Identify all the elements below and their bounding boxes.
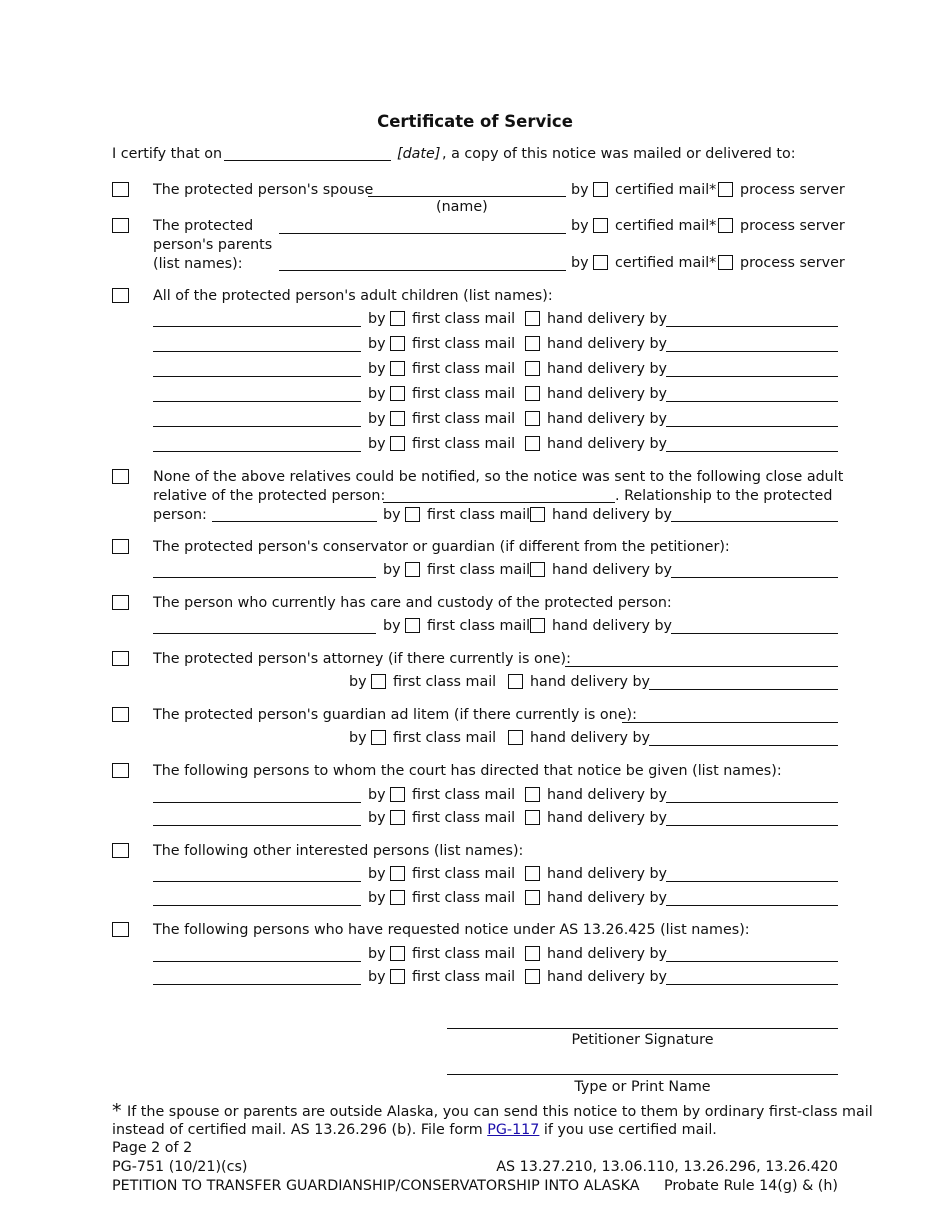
parents-checkbox[interactable] [112,218,129,233]
process-server-label: process server [740,255,845,271]
adult-child-name-field[interactable] [153,426,361,427]
probate-rule: Probate Rule 14(g) & (h) [663,1178,838,1194]
attorney-checkbox[interactable] [112,651,129,666]
parents-label-line3: (list names): [153,256,243,272]
form-id: PG-751 (10/21)(cs) [112,1159,248,1175]
hand-delivery-by-field[interactable] [666,451,838,452]
certified-mail-label: certified mail* [615,182,717,198]
hand-delivery-by-field[interactable] [649,745,838,746]
parents-label-line1: The protected [153,218,254,234]
form-title: PETITION TO TRANSFER GUARDIANSHIP/CONSERVATORSHIP INTO ALASKA [112,1178,640,1194]
by-label: by [368,787,386,803]
hand-delivery-checkbox[interactable] [525,946,540,961]
petitioner-signature-field[interactable] [447,1028,838,1029]
adult-child-name-field[interactable] [153,376,361,377]
first-class-mail-checkbox[interactable] [390,361,405,376]
parent-2-process-server-checkbox[interactable] [718,255,733,270]
hand-delivery-by-field[interactable] [666,426,838,427]
spouse-name-caption: (name) [436,199,488,215]
hand-delivery-checkbox[interactable] [525,866,540,881]
certify-prefix: I certify that on [112,146,223,162]
first-class-mail-label: first class mail [412,436,516,452]
by-label: by [571,218,589,234]
gal-name-field[interactable] [622,722,838,723]
hand-delivery-label: hand delivery by [552,507,672,523]
hand-delivery-by-field[interactable] [666,905,838,906]
first-class-mail-checkbox[interactable] [390,866,405,881]
first-class-mail-checkbox[interactable] [390,336,405,351]
first-class-mail-label: first class mail [393,730,497,746]
first-class-mail-label: first class mail [412,946,516,962]
first-class-mail-checkbox[interactable] [390,969,405,984]
date-hint: [date] [397,146,441,162]
person-name-field[interactable] [153,881,361,882]
parent-1-name-field[interactable] [279,233,566,234]
hand-delivery-checkbox[interactable] [525,436,540,451]
spouse-name-field[interactable] [368,196,566,197]
by-label: by [368,946,386,962]
by-label: by [368,810,386,826]
attorney-name-field[interactable] [565,666,838,667]
first-class-mail-checkbox[interactable] [405,562,420,577]
by-label: by [349,674,367,690]
first-class-mail-label: first class mail [412,336,516,352]
conservator-name-field[interactable] [153,577,376,578]
hand-delivery-label: hand delivery by [547,946,667,962]
person-name-field[interactable] [153,984,361,985]
by-label: by [368,969,386,985]
hand-delivery-checkbox[interactable] [525,386,540,401]
page-number: Page 2 of 2 [112,1140,193,1156]
date-field[interactable] [224,160,391,161]
court-directed-checkbox[interactable] [112,763,129,778]
hand-delivery-by-field[interactable] [671,633,838,634]
adult-child-name-field[interactable] [153,326,361,327]
footnote-line2b: if you use certified mail. [539,1122,717,1138]
footnote-asterisk: * [112,1100,122,1122]
footnote-line1: If the spouse or parents are outside Alaska, you can send this notice to them by ordinary first-class mail [127,1104,873,1120]
by-label: by [368,890,386,906]
conservator-label: The protected person's conservator or guardian (if different from the petitioner): [153,539,730,555]
custodian-checkbox[interactable] [112,595,129,610]
hand-delivery-label: hand delivery by [547,386,667,402]
hand-delivery-label: hand delivery by [547,436,667,452]
hand-delivery-checkbox[interactable] [525,810,540,825]
first-class-mail-label: first class mail [393,674,497,690]
print-name-field[interactable] [447,1074,838,1075]
hand-delivery-label: hand delivery by [530,674,650,690]
first-class-mail-checkbox[interactable] [390,787,405,802]
by-label: by [368,336,386,352]
spouse-label: The protected person's spouse [153,182,374,198]
first-class-mail-label: first class mail [427,507,531,523]
hand-delivery-by-field[interactable] [666,376,838,377]
footnote-line2 [112,1122,717,1139]
hand-delivery-checkbox[interactable] [525,411,540,426]
hand-delivery-checkbox[interactable] [525,969,540,984]
hand-delivery-by-field[interactable] [666,881,838,882]
first-class-mail-label: first class mail [427,562,531,578]
first-class-mail-label: first class mail [412,787,516,803]
hand-delivery-label: hand delivery by [547,787,667,803]
person-name-field[interactable] [153,825,361,826]
gal-label: The protected person's guardian ad litem (if there currently is one): [153,707,637,723]
process-server-label: process server [740,218,845,234]
hand-delivery-label: hand delivery by [547,890,667,906]
hand-delivery-by-field[interactable] [666,984,838,985]
print-name-label: Type or Print Name [574,1079,711,1095]
first-class-mail-label: first class mail [412,386,516,402]
process-server-label: process server [740,182,845,198]
relationship-field[interactable] [212,521,377,522]
hand-delivery-label: hand delivery by [547,311,667,327]
requested-notice-label: The following persons who have requested notice under AS 13.26.425 (list names): [153,922,750,938]
close-relative-line1: None of the above relatives could be notified, so the notice was sent to the following close adult [153,469,844,485]
by-label: by [571,182,589,198]
first-class-mail-label: first class mail [412,311,516,327]
first-class-mail-checkbox[interactable] [371,730,386,745]
custodian-label: The person who currently has care and custody of the protected person: [153,595,672,611]
hand-delivery-checkbox[interactable] [530,618,545,633]
interested-label: The following other interested persons (list names): [153,843,524,859]
close-relative-checkbox[interactable] [112,469,129,484]
gal-checkbox[interactable] [112,707,129,722]
certify-suffix: , a copy of this notice was mailed or delivered to: [442,146,796,162]
hand-delivery-by-field[interactable] [649,689,838,690]
interested-checkbox[interactable] [112,843,129,858]
hand-delivery-checkbox[interactable] [508,674,523,689]
by-label: by [368,361,386,377]
hand-delivery-checkbox[interactable] [530,507,545,522]
hand-delivery-by-field[interactable] [666,825,838,826]
first-class-mail-checkbox[interactable] [390,411,405,426]
by-label: by [383,618,401,634]
adult-children-label: All of the protected person's adult children (list names): [153,288,553,304]
hand-delivery-label: hand delivery by [547,969,667,985]
by-label: by [571,255,589,271]
adult-child-name-field[interactable] [153,351,361,352]
hand-delivery-by-field[interactable] [671,521,838,522]
adult-child-name-field[interactable] [153,401,361,402]
spouse-checkbox[interactable] [112,182,129,197]
first-class-mail-checkbox[interactable] [371,674,386,689]
pg-117-link[interactable]: PG-117 [487,1122,540,1138]
hand-delivery-by-field[interactable] [666,802,838,803]
spouse-certified-mail-checkbox[interactable] [593,182,608,197]
first-class-mail-checkbox[interactable] [390,890,405,905]
first-class-mail-label: first class mail [412,361,516,377]
hand-delivery-checkbox[interactable] [508,730,523,745]
first-class-mail-label: first class mail [412,411,516,427]
first-class-mail-checkbox[interactable] [390,311,405,326]
first-class-mail-label: first class mail [427,618,531,634]
by-label: by [383,507,401,523]
close-relative-line3: person: [153,507,207,523]
by-label: by [383,562,401,578]
by-label: by [368,386,386,402]
hand-delivery-checkbox[interactable] [525,311,540,326]
by-label: by [368,866,386,882]
hand-delivery-checkbox[interactable] [530,562,545,577]
hand-delivery-by-field[interactable] [666,326,838,327]
hand-delivery-label: hand delivery by [547,361,667,377]
close-relative-name-field[interactable] [383,502,615,503]
close-relative-line2a: relative of the protected person: [153,488,386,504]
first-class-mail-checkbox[interactable] [390,810,405,825]
hand-delivery-label: hand delivery by [547,866,667,882]
hand-delivery-label: hand delivery by [547,810,667,826]
spouse-process-server-checkbox[interactable] [718,182,733,197]
certified-mail-label: certified mail* [615,218,717,234]
hand-delivery-label: hand delivery by [552,562,672,578]
statutes: AS 13.27.210, 13.06.110, 13.26.296, 13.26.420 [496,1159,838,1175]
by-label: by [349,730,367,746]
person-name-field[interactable] [153,905,361,906]
first-class-mail-checkbox[interactable] [405,618,420,633]
hand-delivery-checkbox[interactable] [525,890,540,905]
parent-2-certified-mail-checkbox[interactable] [593,255,608,270]
petitioner-signature-label: Petitioner Signature [571,1032,714,1048]
conservator-checkbox[interactable] [112,539,129,554]
hand-delivery-by-field[interactable] [666,351,838,352]
hand-delivery-by-field[interactable] [666,401,838,402]
custodian-name-field[interactable] [153,633,376,634]
person-name-field[interactable] [153,802,361,803]
parent-1-certified-mail-checkbox[interactable] [593,218,608,233]
first-class-mail-checkbox[interactable] [390,436,405,451]
by-label: by [368,311,386,327]
certified-mail-label: certified mail* [615,255,717,271]
parent-1-process-server-checkbox[interactable] [718,218,733,233]
hand-delivery-by-field[interactable] [666,961,838,962]
first-class-mail-label: first class mail [412,810,516,826]
hand-delivery-label: hand delivery by [530,730,650,746]
adult-child-name-field[interactable] [153,451,361,452]
parent-2-name-field[interactable] [279,270,566,271]
person-name-field[interactable] [153,961,361,962]
hand-delivery-checkbox[interactable] [525,361,540,376]
first-class-mail-label: first class mail [412,890,516,906]
first-class-mail-checkbox[interactable] [405,507,420,522]
by-label: by [368,436,386,452]
hand-delivery-label: hand delivery by [547,411,667,427]
by-label: by [368,411,386,427]
close-relative-line2b: . Relationship to the protected [615,488,833,504]
hand-delivery-by-field[interactable] [671,577,838,578]
court-directed-label: The following persons to whom the court has directed that notice be given (list names): [153,763,782,779]
first-class-mail-checkbox[interactable] [390,386,405,401]
first-class-mail-checkbox[interactable] [390,946,405,961]
first-class-mail-label: first class mail [412,866,516,882]
hand-delivery-label: hand delivery by [552,618,672,634]
hand-delivery-label: hand delivery by [547,336,667,352]
parents-label-line2: person's parents [153,237,273,253]
requested-notice-checkbox[interactable] [112,922,129,937]
hand-delivery-checkbox[interactable] [525,336,540,351]
first-class-mail-label: first class mail [412,969,516,985]
footnote-line2a: instead of certified mail. AS 13.26.296 (b). File form [112,1122,488,1138]
page-title: Certificate of Service [377,112,573,131]
adult-children-checkbox[interactable] [112,288,129,303]
attorney-label: The protected person's attorney (if there currently is one): [153,651,571,667]
hand-delivery-checkbox[interactable] [525,787,540,802]
